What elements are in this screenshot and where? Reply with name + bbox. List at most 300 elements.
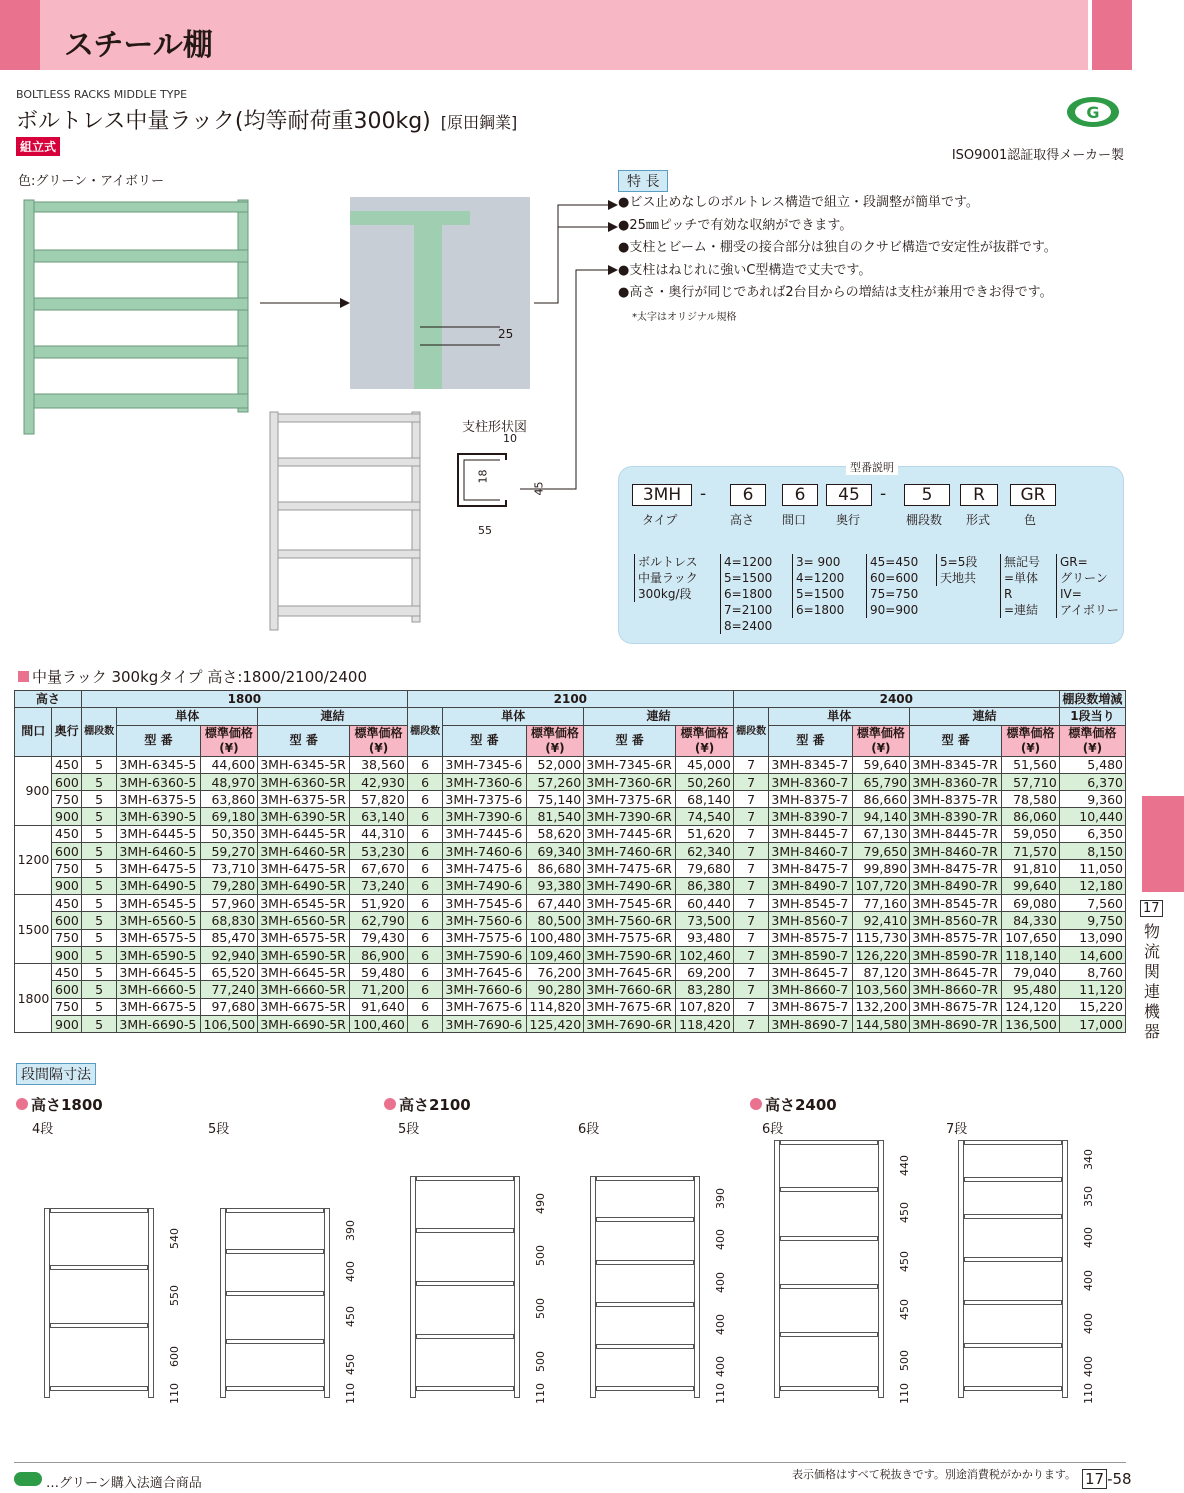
- table-cell: 5: [81, 946, 117, 963]
- table-cell: 10,440: [1059, 808, 1125, 825]
- spacing-dimension: 110: [1082, 1383, 1095, 1405]
- th-price-label: 標準価格: [1068, 725, 1117, 740]
- table-cell: 900: [52, 808, 81, 825]
- model-desc-line: 6=1800: [724, 587, 773, 601]
- table-cell: 5: [81, 894, 117, 911]
- th-price: [1002, 725, 1060, 756]
- spacing-dimension: 500: [534, 1298, 547, 1320]
- table-cell: 3MH-7490-6R: [584, 877, 676, 894]
- table-cell: 60,440: [676, 894, 734, 911]
- table-cell: 9,750: [1059, 912, 1125, 929]
- table-cell: 102,460: [676, 946, 734, 963]
- height-group-label: [750, 1094, 837, 1115]
- table-cell: 85,470: [200, 929, 258, 946]
- table-cell: 103,560: [852, 981, 910, 998]
- rack-shelf: [226, 1339, 324, 1344]
- th-model: 型 番: [443, 725, 526, 756]
- rack-post: [694, 1176, 700, 1398]
- rack-post: [514, 1176, 520, 1398]
- th-price: [852, 725, 910, 756]
- rack-shelf: [964, 1140, 1062, 1145]
- height-group-text: 高さ2100: [399, 1096, 471, 1114]
- table-cell: 3MH-7490-6: [443, 877, 526, 894]
- table-cell: 5: [81, 877, 117, 894]
- rack-post: [590, 1176, 596, 1398]
- th-shelves: 棚段数: [733, 708, 769, 756]
- table-row: [15, 860, 1126, 877]
- table-cell: 93,480: [676, 929, 734, 946]
- shelf-count-label: 5段: [208, 1122, 230, 1137]
- table-cell: 3MH-7390-6R: [584, 808, 676, 825]
- table-cell: 750: [52, 860, 81, 877]
- table-cell: 3MH-6660-5R: [258, 981, 350, 998]
- table-cell: 136,500: [1002, 1016, 1060, 1033]
- table-cell: 6: [407, 825, 443, 842]
- table-cell: 3MH-8360-7R: [910, 773, 1002, 790]
- strut-dim-10: 10: [503, 432, 517, 445]
- table-cell: 100,460: [350, 1016, 408, 1033]
- table-cell: 3MH-7345-6: [443, 756, 526, 773]
- table-cell: 3MH-7445-6R: [584, 825, 676, 842]
- table-cell: 52,000: [526, 756, 584, 773]
- table-title-text: 中量ラック 300kgタイプ 高さ:1800/2100/2400: [32, 668, 368, 686]
- table-cell: 3MH-6575-5: [117, 929, 200, 946]
- spacing-dimension: 540: [168, 1227, 181, 1249]
- model-desc-line: 7=2100: [724, 603, 773, 617]
- table-cell: 5: [81, 1016, 117, 1033]
- th-model: 型 番: [910, 725, 1002, 756]
- assembly-badge: 組立式: [16, 137, 60, 156]
- table-cell: 7: [733, 877, 769, 894]
- table-cell: 3MH-8660-7R: [910, 981, 1002, 998]
- table-cell: 93,380: [526, 877, 584, 894]
- th-linked: 連結: [584, 708, 734, 725]
- table-cell: 900: [52, 946, 81, 963]
- cell-width: 1200: [15, 825, 52, 894]
- rack-shelf: [50, 1265, 148, 1270]
- table-cell: 91,810: [1002, 860, 1060, 877]
- table-cell: 57,260: [526, 773, 584, 790]
- spacing-dimension: 400: [714, 1313, 727, 1335]
- th-linked: 連結: [910, 708, 1060, 725]
- model-desc-line: 5=1500: [796, 587, 845, 601]
- table-cell: 79,280: [200, 877, 258, 894]
- spacing-dimension: 400: [714, 1356, 727, 1378]
- footer-divider: [14, 1462, 1126, 1463]
- table-cell: 8,150: [1059, 843, 1125, 860]
- table-cell: 3MH-6560-5: [117, 912, 200, 929]
- table-cell: 90,280: [526, 981, 584, 998]
- rack-shelf: [780, 1187, 878, 1192]
- table-cell: 5: [81, 791, 117, 808]
- table-cell: 69,080: [1002, 894, 1060, 911]
- model-label: 形式: [966, 513, 991, 527]
- table-row: [15, 1016, 1126, 1033]
- table-cell: 13,090: [1059, 929, 1125, 946]
- table-cell: 3MH-6390-5: [117, 808, 200, 825]
- table-cell: 44,600: [200, 756, 258, 773]
- table-cell: 79,430: [350, 929, 408, 946]
- rack-shelf: [780, 1284, 878, 1289]
- table-cell: 3MH-8375-7R: [910, 791, 1002, 808]
- table-cell: 3MH-8675-7R: [910, 998, 1002, 1015]
- table-cell: 51,560: [1002, 756, 1060, 773]
- rack-shelf: [226, 1249, 324, 1254]
- table-cell: 900: [52, 1016, 81, 1033]
- table-cell: 7: [733, 1016, 769, 1033]
- tax-note: 表示価格はすべて税抜きです。別途消費税がかかります。: [792, 1468, 1077, 1481]
- table-cell: 87,120: [852, 964, 910, 981]
- th-height-1800: 1800: [81, 691, 407, 708]
- table-cell: 3MH-7545-6R: [584, 894, 676, 911]
- table-cell: 7: [733, 808, 769, 825]
- model-desc-line: 5=1500: [724, 571, 773, 585]
- table-cell: 3MH-8675-7: [769, 998, 852, 1015]
- table-cell: 3MH-8560-7R: [910, 912, 1002, 929]
- table-cell: 6,370: [1059, 773, 1125, 790]
- table-cell: 3MH-8590-7: [769, 946, 852, 963]
- table-cell: 6: [407, 808, 443, 825]
- shelf-count-label: 5段: [398, 1122, 420, 1137]
- table-cell: 65,790: [852, 773, 910, 790]
- table-cell: 3MH-8460-7: [769, 843, 852, 860]
- table-cell: 3MH-6345-5R: [258, 756, 350, 773]
- th-yen: (¥): [694, 740, 715, 755]
- th-price-label: 標準価格: [856, 725, 905, 740]
- table-cell: 12,180: [1059, 877, 1125, 894]
- th-extra-price: [1059, 725, 1125, 756]
- spacing-heading: 段間隔寸法: [16, 1063, 96, 1085]
- th-yen: (¥): [368, 740, 389, 755]
- th-shelves: 棚段数: [81, 708, 117, 756]
- table-cell: 14,600: [1059, 946, 1125, 963]
- table-cell: 3MH-7390-6: [443, 808, 526, 825]
- spacing-dimension: 450: [898, 1299, 911, 1321]
- table-cell: 3MH-6445-5: [117, 825, 200, 842]
- rack-shelf: [780, 1236, 878, 1241]
- table-cell: 3MH-7360-6R: [584, 773, 676, 790]
- spacing-dimension: 400: [1082, 1269, 1095, 1291]
- table-cell: 5: [81, 843, 117, 860]
- table-cell: 7: [733, 756, 769, 773]
- shelf-count-label: 7段: [946, 1122, 968, 1137]
- model-desc-line: ボルトレス: [638, 555, 698, 569]
- th-price-label: 標準価格: [204, 725, 253, 740]
- table-cell: 3MH-7590-6R: [584, 946, 676, 963]
- table-row: [15, 964, 1126, 981]
- table-cell: 107,720: [852, 877, 910, 894]
- arrow-icon: [260, 295, 350, 311]
- table-cell: 84,330: [1002, 912, 1060, 929]
- rack-shelf: [964, 1386, 1062, 1391]
- table-cell: 51,920: [350, 894, 408, 911]
- spacing-dimension: 110: [534, 1383, 547, 1405]
- table-cell: 62,340: [676, 843, 734, 860]
- table-cell: 3MH-6475-5R: [258, 860, 350, 877]
- chapter-number: 17: [1140, 900, 1163, 917]
- rack-post: [878, 1140, 884, 1398]
- table-cell: 3MH-8345-7R: [910, 756, 1002, 773]
- table-cell: 600: [52, 981, 81, 998]
- table-cell: 77,240: [200, 981, 258, 998]
- table-cell: 67,130: [852, 825, 910, 842]
- table-cell: 3MH-7675-6: [443, 998, 526, 1015]
- table-cell: 7: [733, 773, 769, 790]
- product-title-text: ボルトレス中量ラック(均等耐荷重300kg): [16, 109, 431, 134]
- table-cell: 3MH-7475-6R: [584, 860, 676, 877]
- table-cell: 5: [81, 808, 117, 825]
- cell-width: 900: [15, 756, 52, 825]
- table-cell: 3MH-7575-6R: [584, 929, 676, 946]
- shelf-count-label: 4段: [32, 1122, 54, 1137]
- table-cell: 5: [81, 981, 117, 998]
- color-label: 色:グリーン・アイボリー: [18, 174, 164, 189]
- table-row: [15, 825, 1126, 842]
- table-cell: 7,560: [1059, 894, 1125, 911]
- rack-shelf: [596, 1176, 694, 1181]
- table-cell: 3MH-6460-5R: [258, 843, 350, 860]
- table-cell: 3MH-6345-5: [117, 756, 200, 773]
- model-desc-height: [720, 554, 772, 634]
- th-price: [200, 725, 258, 756]
- table-cell: 5: [81, 998, 117, 1015]
- table-cell: 3MH-7560-6: [443, 912, 526, 929]
- table-cell: 450: [52, 964, 81, 981]
- spacing-dimension: 450: [344, 1353, 357, 1375]
- table-cell: 3MH-7645-6R: [584, 964, 676, 981]
- table-cell: 17,000: [1059, 1016, 1125, 1033]
- table-cell: 86,680: [526, 860, 584, 877]
- table-cell: 750: [52, 929, 81, 946]
- table-cell: 3MH-7460-6R: [584, 843, 676, 860]
- table-cell: 6: [407, 773, 443, 790]
- table-cell: 3MH-8445-7: [769, 825, 852, 842]
- table-cell: 6: [407, 756, 443, 773]
- rack-shelf: [50, 1386, 148, 1391]
- table-row: [15, 791, 1126, 808]
- rack-shelf: [226, 1208, 324, 1213]
- table-cell: 73,500: [676, 912, 734, 929]
- table-cell: 80,500: [526, 912, 584, 929]
- rack-shelf: [50, 1208, 148, 1213]
- table-cell: 6: [407, 1016, 443, 1033]
- table-cell: 6: [407, 929, 443, 946]
- feature-item: ●支柱はねじれに強いC型構造で丈夫です。: [618, 262, 872, 278]
- table-cell: 3MH-8475-7R: [910, 860, 1002, 877]
- strut-profile-diagram: [454, 446, 520, 526]
- model-desc-type: [634, 554, 698, 602]
- table-cell: 3MH-6545-5: [117, 894, 200, 911]
- spacing-dimension: 390: [344, 1219, 357, 1241]
- spacing-dimension: 110: [344, 1383, 357, 1405]
- table-cell: 5: [81, 929, 117, 946]
- table-cell: 7: [733, 981, 769, 998]
- bullet-dot-icon: [750, 1098, 762, 1110]
- height-group-label: [16, 1094, 103, 1115]
- table-cell: 100,480: [526, 929, 584, 946]
- table-cell: 15,220: [1059, 998, 1125, 1015]
- th-depth: 奥行: [52, 708, 81, 756]
- model-separator: -: [880, 484, 887, 504]
- model-desc-line: 天地共: [940, 571, 977, 585]
- th-yen: (¥): [545, 740, 565, 755]
- model-desc-line: R: [1004, 587, 1013, 601]
- table-cell: 57,710: [1002, 773, 1060, 790]
- table-cell: 92,940: [200, 946, 258, 963]
- table-cell: 8,760: [1059, 964, 1125, 981]
- table-cell: 3MH-7690-6R: [584, 1016, 676, 1033]
- th-height-2100: 2100: [407, 691, 733, 708]
- table-cell: 3MH-6390-5R: [258, 808, 350, 825]
- model-part-shelves: 5: [904, 484, 950, 506]
- table-cell: 50,260: [676, 773, 734, 790]
- model-desc-line: GR=: [1060, 555, 1088, 569]
- header-band-right: [1092, 0, 1132, 70]
- table-cell: 50,350: [200, 825, 258, 842]
- th-price: [350, 725, 408, 756]
- table-cell: 7: [733, 964, 769, 981]
- product-subtitle-en: BOLTLESS RACKS MIDDLE TYPE: [16, 88, 188, 101]
- table-cell: 7: [733, 912, 769, 929]
- table-cell: 5: [81, 912, 117, 929]
- table-cell: 6: [407, 843, 443, 860]
- table-cell: 3MH-8545-7R: [910, 894, 1002, 911]
- table-cell: 3MH-6690-5: [117, 1016, 200, 1033]
- spacing-dimension: 500: [534, 1245, 547, 1267]
- th-model: 型 番: [584, 725, 676, 756]
- table-cell: 94,140: [852, 808, 910, 825]
- model-label: 色: [1024, 513, 1037, 527]
- th-yen: (¥): [871, 740, 891, 755]
- model-desc-line: 中量ラック: [638, 571, 698, 585]
- svg-text:G: G: [1086, 103, 1100, 122]
- spacing-dimension: 500: [898, 1350, 911, 1372]
- table-cell: 5: [81, 860, 117, 877]
- spacing-dimension: 110: [898, 1383, 911, 1405]
- table-cell: 86,380: [676, 877, 734, 894]
- rack-diagram: [410, 1176, 520, 1398]
- green-rack-image: [20, 198, 252, 438]
- features-note: *太字はオリジナル規格: [632, 312, 737, 323]
- table-cell: 45,000: [676, 756, 734, 773]
- table-cell: 3MH-8345-7: [769, 756, 852, 773]
- table-cell: 99,640: [1002, 877, 1060, 894]
- table-cell: 3MH-8645-7R: [910, 964, 1002, 981]
- strut-profile-label: 支柱形状図: [462, 420, 528, 435]
- table-cell: 3MH-7360-6: [443, 773, 526, 790]
- table-cell: 3MH-6590-5: [117, 946, 200, 963]
- model-part-height: 6: [730, 484, 766, 506]
- model-desc-shelves: [936, 554, 977, 586]
- table-cell: 3MH-7445-6: [443, 825, 526, 842]
- shelf-count-label: 6段: [762, 1122, 784, 1137]
- table-cell: 59,640: [852, 756, 910, 773]
- table-cell: 7: [733, 860, 769, 877]
- th-single: 単体: [443, 708, 584, 725]
- table-cell: 5: [81, 756, 117, 773]
- spacing-dimension: 400: [1082, 1355, 1095, 1377]
- spacing-dimension: 110: [168, 1383, 181, 1405]
- table-cell: 107,650: [1002, 929, 1060, 946]
- table-cell: 3MH-8390-7R: [910, 808, 1002, 825]
- model-desc-line: グリーン: [1060, 571, 1108, 585]
- th-yen: (¥): [1020, 740, 1041, 755]
- table-cell: 11,050: [1059, 860, 1125, 877]
- spacing-dimension: 400: [344, 1261, 357, 1283]
- rack-shelf: [416, 1281, 514, 1286]
- table-cell: 3MH-6360-5: [117, 773, 200, 790]
- table-cell: 450: [52, 756, 81, 773]
- maker-name: [原田鋼業]: [440, 113, 518, 132]
- table-cell: 97,680: [200, 998, 258, 1015]
- spacing-dimension: 450: [344, 1306, 357, 1328]
- rack-shelf: [596, 1302, 694, 1307]
- table-cell: 3MH-7660-6: [443, 981, 526, 998]
- spacing-dimension: 600: [168, 1345, 181, 1367]
- rack-post: [324, 1208, 330, 1398]
- model-desc-line: 4=1200: [796, 571, 845, 585]
- green-mark-icon: [1066, 96, 1120, 128]
- table-cell: 57,820: [350, 791, 408, 808]
- table-cell: 63,860: [200, 791, 258, 808]
- rack-shelf: [780, 1332, 878, 1337]
- rack-diagram: [958, 1140, 1068, 1398]
- table-cell: 3MH-6590-5R: [258, 946, 350, 963]
- table-cell: 450: [52, 894, 81, 911]
- table-cell: 3MH-6675-5: [117, 998, 200, 1015]
- table-cell: 92,410: [852, 912, 910, 929]
- model-code-row: [632, 484, 1112, 508]
- table-cell: 3MH-6475-5: [117, 860, 200, 877]
- table-cell: 3MH-8490-7: [769, 877, 852, 894]
- spacing-dimension: 450: [898, 1250, 911, 1272]
- rack-post: [1062, 1140, 1068, 1398]
- table-cell: 3MH-8590-7R: [910, 946, 1002, 963]
- model-desc-line: IV=: [1060, 587, 1082, 601]
- table-cell: 77,160: [852, 894, 910, 911]
- table-cell: 7: [733, 946, 769, 963]
- spacing-dimension: 400: [714, 1229, 727, 1251]
- table-cell: 6: [407, 877, 443, 894]
- rack-post: [148, 1208, 154, 1398]
- table-cell: 3MH-6545-5R: [258, 894, 350, 911]
- rack-shelf: [226, 1386, 324, 1391]
- chapter-name: 物流関連機器: [1144, 922, 1161, 1041]
- table-cell: 3MH-8560-7: [769, 912, 852, 929]
- table-row: [15, 894, 1126, 911]
- th-price-label: 標準価格: [530, 725, 579, 740]
- square-bullet-icon: [18, 671, 29, 682]
- table-cell: 3MH-6575-5R: [258, 929, 350, 946]
- table-cell: 3MH-6445-5R: [258, 825, 350, 842]
- table-cell: 86,660: [852, 791, 910, 808]
- table-cell: 118,140: [1002, 946, 1060, 963]
- rack-diagram: [44, 1208, 154, 1398]
- feature-item: ●ビス止めなしのボルトレス構造で組立・段調整が簡単です。: [618, 195, 979, 210]
- table-cell: 3MH-6645-5R: [258, 964, 350, 981]
- spacing-dimension: 400: [714, 1271, 727, 1293]
- table-cell: 3MH-8690-7R: [910, 1016, 1002, 1033]
- strut-dim-45: 45: [532, 481, 546, 496]
- rack-shelf: [416, 1228, 514, 1233]
- table-cell: 3MH-8360-7: [769, 773, 852, 790]
- rack-diagram: [774, 1140, 884, 1398]
- price-table-body: [15, 756, 1126, 1033]
- table-cell: 91,640: [350, 998, 408, 1015]
- table-cell: 42,930: [350, 773, 408, 790]
- model-desc-line: 300kg/段: [638, 587, 692, 601]
- rack-shelf: [964, 1214, 1062, 1219]
